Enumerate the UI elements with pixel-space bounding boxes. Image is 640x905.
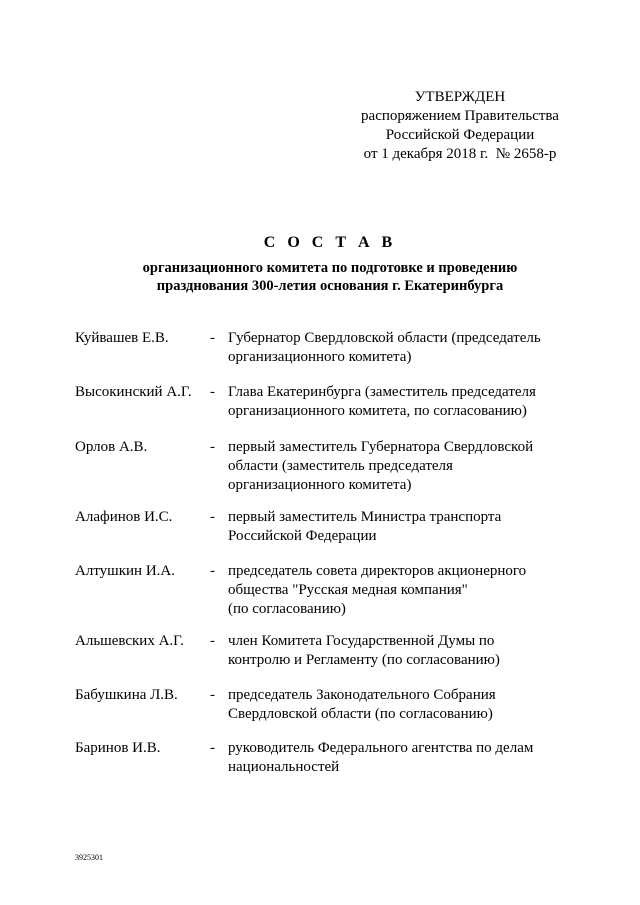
approval-line: от 1 декабря 2018 г. № 2658-р xyxy=(363,146,557,162)
role-line: области (заместитель председателя xyxy=(228,458,453,474)
member-entry xyxy=(75,438,575,508)
document-code: 3925301 xyxy=(75,853,103,862)
role-line: организационного комитета) xyxy=(228,477,412,493)
role-line: Российской Федерации xyxy=(228,528,377,544)
member-dash: - xyxy=(210,330,215,346)
subtitle-line: организационного комитета по подготовке и проведению xyxy=(142,260,518,276)
role-line: председатель Законодательного Собрания xyxy=(228,687,496,703)
member-role xyxy=(228,438,575,495)
role-line: национальностей xyxy=(228,759,340,775)
member-entry xyxy=(75,686,575,739)
member-name: Алафинов И.С. xyxy=(75,509,173,525)
member-dash: - xyxy=(210,687,215,703)
member-dash: - xyxy=(210,740,215,756)
role-line: общества "Русская медная компания" xyxy=(228,582,468,598)
member-name: Алтушкин И.А. xyxy=(75,563,175,579)
role-line: контролю и Регламенту (по согласованию) xyxy=(228,652,500,668)
role-line: Глава Екатеринбурга (заместитель председателя xyxy=(228,384,536,400)
role-line: член Комитета Государственной Думы по xyxy=(228,633,495,649)
member-list xyxy=(75,329,575,793)
role-line: первый заместитель Губернатора Свердловской xyxy=(228,439,534,455)
member-entry xyxy=(75,508,575,562)
role-line: Свердловской области (по согласованию) xyxy=(228,706,493,722)
approval-line: УТВЕРЖДЕН xyxy=(414,89,506,105)
member-name: Бабушкина Л.В. xyxy=(75,687,178,703)
member-name: Высокинский А.Г. xyxy=(75,384,192,400)
member-name: Баринов И.В. xyxy=(75,740,161,756)
approval-stamp xyxy=(330,88,590,164)
member-name: Куйвашев Е.В. xyxy=(75,330,169,346)
member-role xyxy=(228,632,575,670)
member-role xyxy=(228,739,575,777)
role-line: первый заместитель Министра транспорта xyxy=(228,509,502,525)
subtitle-line: празднования 300-летия основания г. Екатеринбурга xyxy=(156,278,504,294)
member-role xyxy=(228,686,575,724)
member-entry xyxy=(75,632,575,686)
member-entry xyxy=(75,739,575,793)
approval-line: Российской Федерации xyxy=(385,127,535,143)
member-role xyxy=(228,562,575,619)
member-entry xyxy=(75,383,575,438)
document-heading xyxy=(60,233,600,295)
role-line: председатель совета директоров акционерного xyxy=(228,563,527,579)
member-dash: - xyxy=(210,384,215,400)
member-dash: - xyxy=(210,439,215,455)
member-role xyxy=(228,508,575,546)
role-line: организационного комитета, по согласованию) xyxy=(228,403,527,419)
role-line: организационного комитета) xyxy=(228,349,412,365)
member-dash: - xyxy=(210,633,215,649)
role-line: руководитель Федерального агентства по делам xyxy=(228,740,534,756)
member-name: Орлов А.В. xyxy=(75,439,148,455)
approval-line: распоряжением Правительства xyxy=(361,108,559,124)
role-line: Губернатор Свердловской области (председатель xyxy=(228,330,541,346)
member-role xyxy=(228,329,575,367)
role-line: (по согласованию) xyxy=(228,601,346,617)
member-role xyxy=(228,383,575,421)
member-entry xyxy=(75,562,575,632)
member-dash: - xyxy=(210,509,215,525)
document-title: С О С Т А В xyxy=(263,234,397,251)
member-name: Альшевских А.Г. xyxy=(75,633,184,649)
member-dash: - xyxy=(210,563,215,579)
member-entry xyxy=(75,329,575,383)
document-subtitle xyxy=(60,259,600,295)
